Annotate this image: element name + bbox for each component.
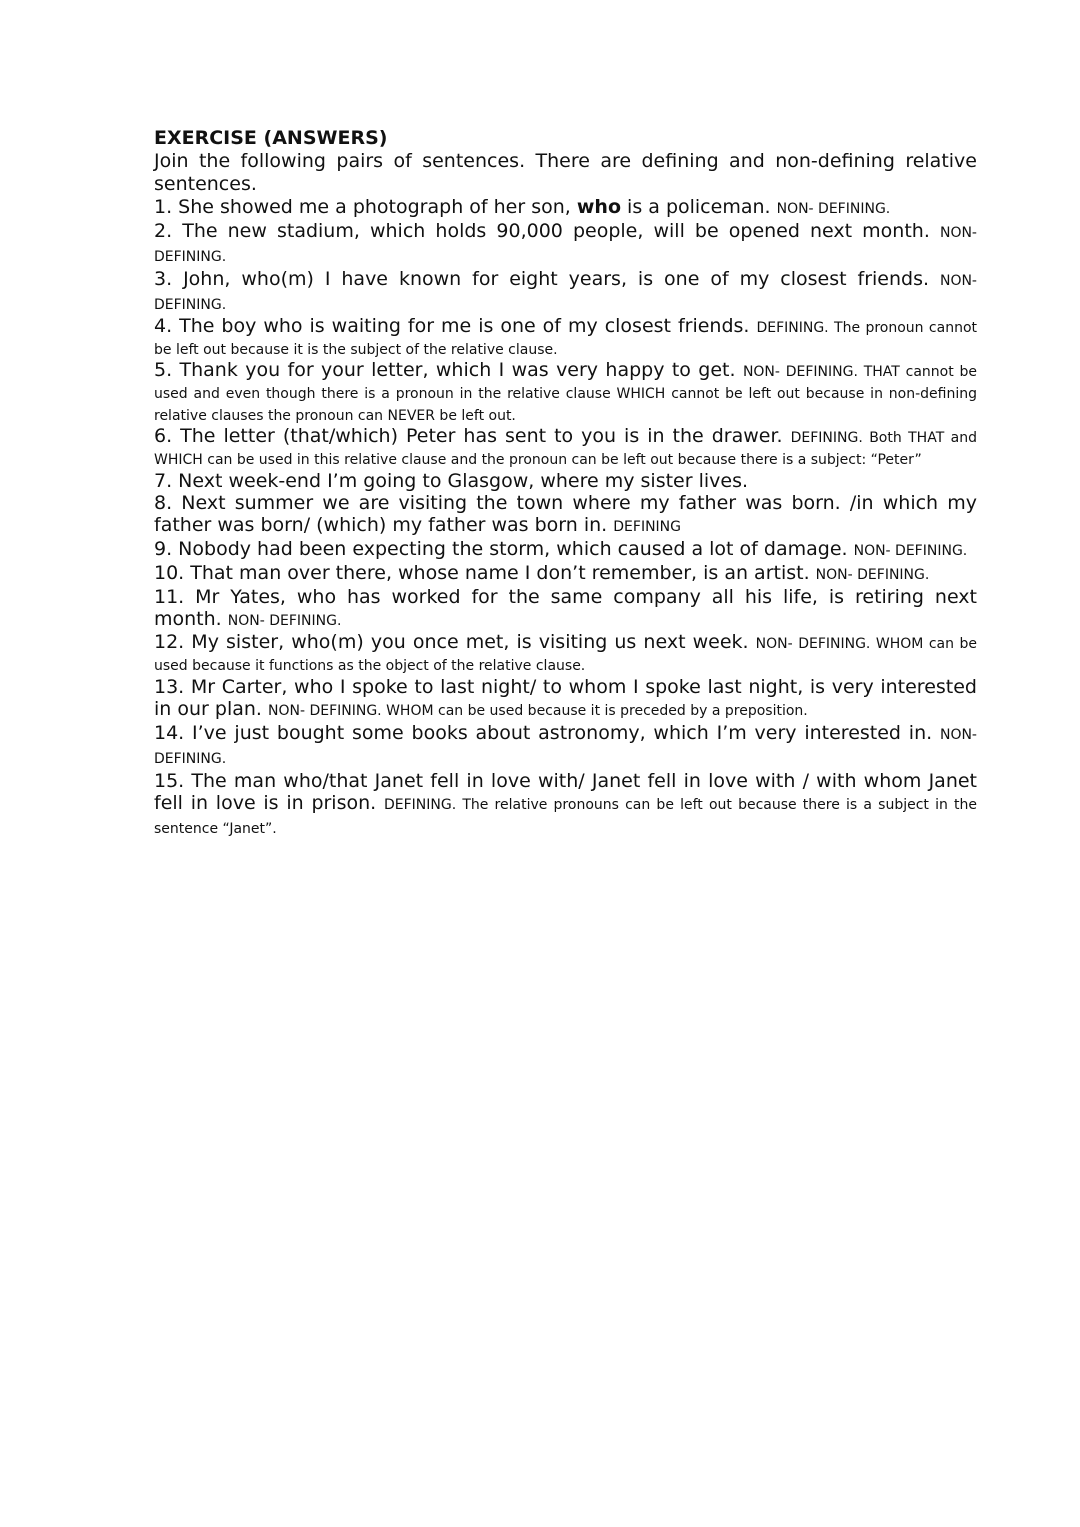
clause-type-label: NON- DEFINING. xyxy=(755,636,871,652)
answer-item-14 xyxy=(154,722,977,770)
sentence: 4. The boy who is waiting for me is one of my closest friends. xyxy=(154,315,757,337)
answer-item-1 xyxy=(154,196,977,220)
answer-item-11 xyxy=(154,586,977,632)
answer-item-10 xyxy=(154,562,977,586)
clause-type-label: NON- DEFINING. xyxy=(776,201,891,217)
answer-item-13 xyxy=(154,676,977,722)
sentence: 1. She showed me a photograph of her son, xyxy=(154,196,577,218)
explanation-note: The relative pronouns can be left out because there is a subject in the sentence “Janet”. xyxy=(154,797,977,837)
sentence-bold: who xyxy=(576,196,621,218)
answer-item-12 xyxy=(154,632,977,676)
answer-item-6 xyxy=(154,426,977,470)
sentence: 12. My sister, who(m) you once met, is visiting us next week. xyxy=(154,631,756,653)
sentence: 2. The new stadium, which holds 90,000 people, will be opened next month. xyxy=(154,220,940,242)
explanation-note: THAT cannot be used and even though there is a pronoun in the relative clause WHICH cannot be left out because in non-defining relative clauses the pronoun can NEVER be left out. xyxy=(154,364,978,424)
sentence: 3. John, who(m) I have known for eight years, is one of my closest friends. xyxy=(154,268,940,290)
sentence: is a policeman. xyxy=(621,196,777,218)
clause-type-label: NON- DEFINING. xyxy=(154,225,977,265)
explanation-note: The pronoun cannot be left out because it is the subject of the relative clause. xyxy=(154,320,977,358)
clause-type-label: NON- DEFINING. xyxy=(853,543,968,559)
answer-item-8 xyxy=(154,492,977,538)
instructions: Join the following pairs of sentences. There are defining and non-defining relative sentences. xyxy=(154,150,977,195)
answer-item-9 xyxy=(154,538,977,562)
page-title: EXERCISE (ANSWERS) xyxy=(154,127,388,149)
sentence: 15. The man who/that Janet fell in love with/ Janet fell in love with / with whom Janet fell in love is in prison. xyxy=(154,770,977,814)
clause-type-label: NON- DEFINING. xyxy=(227,613,342,629)
sentence: 14. I’ve just bought some books about astronomy, which I’m very interested in. xyxy=(154,722,940,744)
sentence: 5. Thank you for your letter, which I was very happy to get. xyxy=(154,359,743,381)
answer-item-3 xyxy=(154,268,977,316)
clause-type-label: DEFINING. xyxy=(790,430,863,446)
answer-item-2 xyxy=(154,220,977,268)
clause-type-label: NON-DEFINING. xyxy=(154,727,977,767)
clause-type-label: NON- DEFINING. xyxy=(154,273,977,313)
sentence: 6. The letter (that/which) Peter has sent to you is in the drawer. xyxy=(154,425,791,447)
explanation-note: WHOM can be used because it is preceded by a preposition. xyxy=(381,703,808,719)
sentence: 9. Nobody had been expecting the storm, which caused a lot of damage. xyxy=(154,538,854,560)
answer-item-15 xyxy=(154,770,977,839)
answer-item-7 xyxy=(154,470,977,492)
explanation-note: WHOM can be used because it functions as the object of the relative clause. xyxy=(154,636,977,674)
sentence: 11. Mr Yates, who has worked for the same company all his life, is retiring next month. xyxy=(154,586,977,630)
clause-type-label: NON- DEFINING. xyxy=(742,364,858,380)
document-page xyxy=(154,126,977,839)
clause-type-label: DEFINING. xyxy=(756,320,829,336)
sentence: 13. Mr Carter, who I spoke to last night/ to whom I spoke last night, is very interested in our plan. xyxy=(154,676,977,720)
clause-type-label: DEFINING. xyxy=(383,797,457,813)
answer-item-4 xyxy=(154,316,977,360)
sentence: 8. Next summer we are visiting the town where my father was born. /in which my father was born/ (which) my father was born in. xyxy=(154,492,977,536)
explanation-note: Both THAT and WHICH can be used in this relative clause and the pronoun can be left out because there is a subject: “Peter” xyxy=(154,430,978,468)
sentence: 7. Next week-end I’m going to Glasgow, where my sister lives. xyxy=(154,470,749,492)
clause-type-label: NON- DEFINING. xyxy=(267,703,382,719)
sentence: 10. That man over there, whose name I don’t remember, is an artist. xyxy=(154,562,816,584)
clause-type-label: DEFINING xyxy=(613,519,681,535)
answer-item-5 xyxy=(154,360,977,426)
clause-type-label: NON- DEFINING. xyxy=(815,567,930,583)
